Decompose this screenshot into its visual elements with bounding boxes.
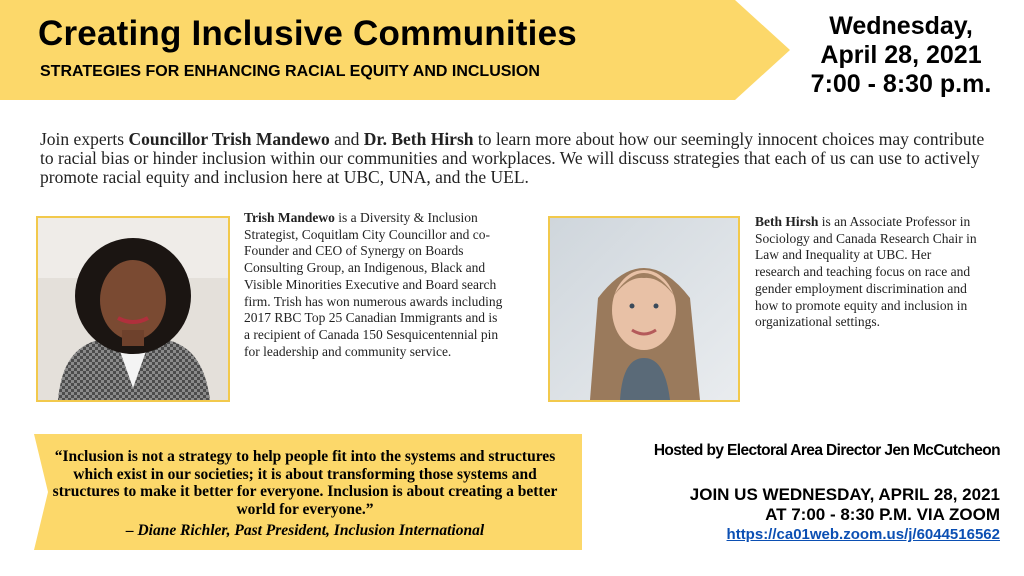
date-weekday: Wednesday, (829, 12, 973, 40)
intro-speaker-1: Councillor Trish Mandewo (128, 129, 330, 149)
speaker-bio-text-beth: is an Associate Professor in Sociology and Canada Research Chair in Law and Inequality at UBC. Her research and teaching focus on race and gender employment discrimination and how to promote equity and inclusion in organizational settings. (755, 214, 977, 330)
join-line-2: AT 7:00 - 8:30 P.M. VIA ZOOM (765, 505, 1000, 524)
speaker-photo-trish-mandewo (36, 216, 230, 402)
zoom-link[interactable]: https://ca01web.zoom.us/j/6044516562 (726, 526, 1000, 543)
page-subtitle: STRATEGIES FOR ENHANCING RACIAL EQUITY AND INCLUSION (40, 63, 540, 80)
speaker-bio-beth-hirsh (755, 214, 977, 331)
intro-and: and (329, 129, 364, 149)
page-title: Creating Inclusive Communities (38, 14, 577, 53)
hosted-by-line: Hosted by Electoral Area Director Jen McCutcheon (653, 442, 1000, 459)
join-line-1: JOIN US WEDNESDAY, APRIL 28, 2021 (689, 485, 1000, 504)
speaker-name-trish-mandewo: Trish Mandewo (244, 210, 335, 225)
speaker-bio-trish-mandewo (244, 210, 506, 360)
intro-rest: to learn more about how our seemingly innocent choices may contribute to racial bias or hinder inclusion within our communities and workplaces. We will discuss strategies that each of us can use to actively promote racial equity and inclusion here at UBC, UNA, and the UEL. (40, 129, 985, 187)
date-day: April 28, 2021 (820, 41, 982, 69)
intro-speaker-2: Dr. Beth Hirsh (363, 129, 474, 149)
speaker-bio-text-trish: is a Diversity & Inclusion Strategist, Coquitlam City Councillor and co-Founder and CEO of Synergy on Boards Consulting Group, an Indigenous, Black and Visible Minorities Executive and Board search firm. Trish has won numerous awards including 2017 RBC Top 25 Canadian Immigrants and is a recipient of Canada 150 Sesquicentennial pin for leadership and community service. (244, 210, 503, 359)
speaker-photo-beth-hirsh (548, 216, 740, 402)
join-info (560, 485, 1000, 525)
intro-paragraph (40, 130, 990, 187)
speaker-name-beth-hirsh: Beth Hirsh (755, 214, 819, 229)
intro-lead: Join experts (40, 129, 129, 149)
quote-text: “Inclusion is not a strategy to help people fit into the systems and structures which exist in our societies; it is about transforming those systems and structures to make it better for everyone. Inclusion is about creating a better world for everyone.” (52, 448, 558, 518)
quote-attribution: – Diane Richler, Past President, Inclusion International (125, 522, 485, 539)
event-date-block (785, 12, 1017, 99)
date-time: 7:00 - 8:30 p.m. (810, 70, 992, 98)
